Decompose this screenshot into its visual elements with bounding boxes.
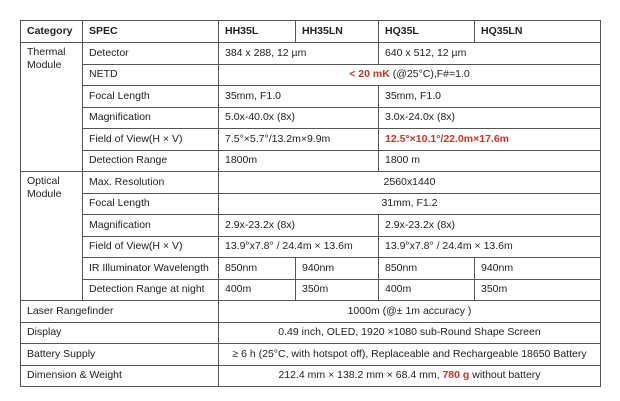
spec-label: Detector [83, 43, 219, 65]
header-hq35l: HQ35L [379, 21, 475, 43]
table-row [21, 129, 601, 151]
category-optical: Optical Module [21, 172, 83, 301]
value-hq35ln: 350m [475, 279, 601, 301]
spec-label: Detection Range at night [83, 279, 219, 301]
spec-label: Battery Supply [21, 344, 219, 366]
table-row [21, 107, 601, 129]
spec-label: Field of View(H × V) [83, 129, 219, 151]
table-row [21, 365, 601, 387]
table-row [21, 301, 601, 323]
header-row [21, 21, 601, 43]
value-hq: 640 x 512, 12 µm [379, 43, 601, 65]
spec-label: Max. Resolution [83, 172, 219, 194]
spec-label: Magnification [83, 215, 219, 237]
value-hh: 1800m [219, 150, 379, 172]
spec-label: Focal Length [83, 86, 219, 108]
table-row [21, 43, 601, 65]
spec-label: NETD [83, 64, 219, 86]
header-hh35ln: HH35LN [296, 21, 379, 43]
value-all: 2560x1440 [219, 172, 601, 194]
spec-label: Dimension & Weight [21, 365, 219, 387]
value-hh: 5.0x-40.0x (8x) [219, 107, 379, 129]
value-hh: 7.5°×5.7°/13.2m×9.9m [219, 129, 379, 151]
value-hh: 2.9x-23.2x (8x) [219, 215, 379, 237]
value-all [219, 64, 601, 86]
table-row [21, 64, 601, 86]
value-hq35l: 850nm [379, 258, 475, 280]
spec-table [20, 20, 601, 387]
table-row [21, 322, 601, 344]
value-hq: 1800 m [379, 150, 601, 172]
value-hq: 3.0x-24.0x (8x) [379, 107, 601, 129]
header-spec: SPEC [83, 21, 219, 43]
dim-text: 212.4 mm × 138.2 mm × 68.4 mm, [278, 369, 443, 382]
value-hh35l: 850nm [219, 258, 296, 280]
weight-highlight: 780 g [442, 369, 470, 382]
value-hq: 13.9°x7.8° / 24.4m × 13.6m [379, 236, 601, 258]
spec-label: Display [21, 322, 219, 344]
value-hh: 384 x 288, 12 µm [219, 43, 379, 65]
spec-label: Laser Rangefinder [21, 301, 219, 323]
value-hq: 2.9x-23.2x (8x) [379, 215, 601, 237]
value-all: 0.49 inch, OLED, 1920 ×1080 sub-Round Shape Screen [219, 322, 601, 344]
value-all [219, 365, 601, 387]
dim-suffix: without battery [469, 369, 541, 382]
table-row [21, 236, 601, 258]
netd-highlight: < 20 mK [349, 68, 390, 81]
spec-label: Detection Range [83, 150, 219, 172]
value-hh35ln: 350m [296, 279, 379, 301]
value-hq: 12.5°×10.1°/22.0m×17.6m [379, 129, 601, 151]
value-all: ≥ 6 h (25°C, with hotspot off), Replaceable and Rechargeable 18650 Battery [219, 344, 601, 366]
header-category: Category [21, 21, 83, 43]
value-hq35ln: 940nm [475, 258, 601, 280]
value-all: 1000m (@± 1m accuracy ) [219, 301, 601, 323]
value-all: 31mm, F1.2 [219, 193, 601, 215]
spec-label: IR Illuminator Wavelength [83, 258, 219, 280]
category-thermal: Thermal Module [21, 43, 83, 172]
table-row [21, 344, 601, 366]
value-hh35ln: 940nm [296, 258, 379, 280]
netd-rest: (@25°C),F#=1.0 [389, 68, 470, 81]
value-hh35l: 400m [219, 279, 296, 301]
table-row [21, 279, 601, 301]
table-row [21, 193, 601, 215]
value-hq35l: 400m [379, 279, 475, 301]
table-row [21, 258, 601, 280]
header-hq35ln: HQ35LN [475, 21, 601, 43]
spec-label: Field of View(H × V) [83, 236, 219, 258]
value-hh: 13.9°x7.8° / 24.4m × 13.6m [219, 236, 379, 258]
table-row [21, 86, 601, 108]
spec-label: Focal Length [83, 193, 219, 215]
spec-label: Magnification [83, 107, 219, 129]
table-row [21, 172, 601, 194]
table-row [21, 150, 601, 172]
value-hh: 35mm, F1.0 [219, 86, 379, 108]
table-row [21, 215, 601, 237]
header-hh35l: HH35L [219, 21, 296, 43]
value-hq: 35mm, F1.0 [379, 86, 601, 108]
